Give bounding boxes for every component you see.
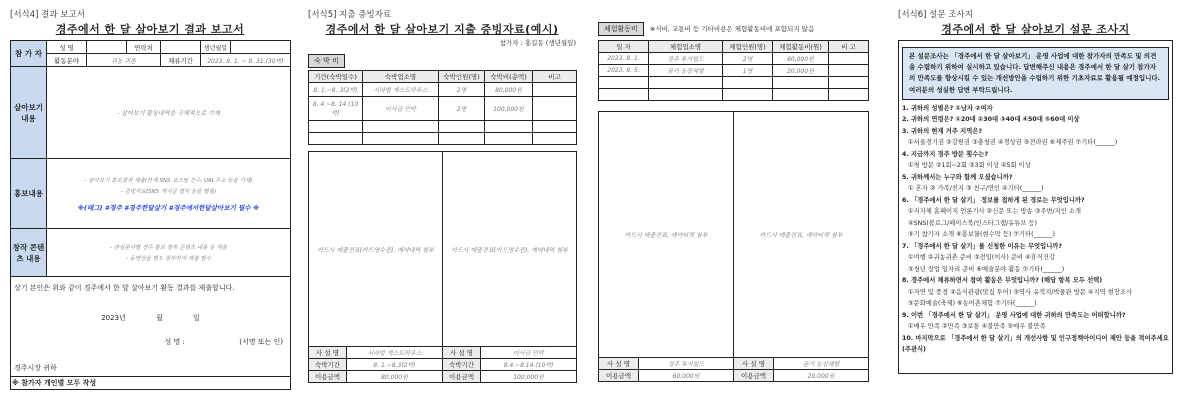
value: 경주 투지월드 (639, 358, 734, 370)
creation-hint-2: - 동영상을 별도 첨부하여 제출 필수 (125, 256, 212, 262)
survey-options[interactable]: ① 혼자 ② 가족/친지 ③ 친구/연인 ④기타(______) (908, 185, 1044, 193)
result-report-form (10, 8, 290, 390)
col-venue: 체험업소명 (649, 41, 723, 53)
stay-value: 2023. 8. 1. ~ 8. 31.(30박) (201, 54, 291, 67)
cell (533, 97, 577, 121)
date-line (14, 313, 287, 323)
survey-question: 2. 귀하의 연령은? ①20대 ②30대 ③40대 ④50대 ⑤60대 이상 (902, 116, 1080, 124)
survey-options[interactable]: ①여행 ②귀농귀촌 준비 ③전입(이사) 준비 ④휴식건강 (908, 254, 1055, 262)
cell: 1명 (723, 65, 773, 77)
label: 사 설 명 (599, 358, 639, 370)
cell: 80,000원 (485, 83, 533, 97)
label: 이용금액 (309, 371, 347, 383)
cell: 8. 4.~8. 14.(10박) (309, 97, 363, 121)
birth-value (231, 41, 291, 54)
col-cost: 체험활동비(원) (773, 41, 829, 53)
survey-options[interactable]: ⑤문화예술(축제) ⑥농어촌체험 ⑦기타(______) (908, 300, 1037, 308)
cell: 꿈기 농장체험 (649, 65, 723, 77)
stay-label: 체류기간 (161, 54, 201, 67)
label: 숙박기간 (309, 359, 347, 371)
name-value (87, 41, 127, 54)
receipt-left: 카드사 매출전표(카드영수증), 예약내역 첨부 (309, 152, 443, 347)
survey-question: 6. 「경주에서 한 달 살기」 정보를 접하게 된 경로는 무엇입니까? (902, 196, 1085, 204)
mayor-line: 경주시장 귀하 (14, 364, 57, 372)
label: 사 설 명 (734, 358, 774, 370)
value: 60,000원 (639, 370, 734, 382)
receipt-right: 카드사 매출전표(카드영수증), 예약내역 첨부 (443, 152, 577, 347)
statement-cell (11, 277, 291, 377)
survey-options[interactable]: ①서울경기권 ②강원권 ③충청권 ④경상권 ⑤전라권 ⑥제주권 ⑦기타(______) (908, 139, 1118, 147)
cell: 2023. 8. 1. (599, 53, 649, 65)
contact-label: 연락처 (127, 41, 161, 54)
creation-label: 창작 콘텐츠 내용 (11, 229, 47, 277)
survey-question: 4. 지금까지 경주 방문 횟수는? (902, 150, 989, 158)
signer-label: 성 명 : (164, 338, 185, 346)
form-header: [서식5] 지출 증빙자료 (308, 10, 392, 20)
survey-options[interactable]: ①매우 만족 ②만족 ③보통 ④불만족 ⑤매우 불만족 (908, 323, 1046, 331)
activity-label: 활동분야 (47, 54, 87, 67)
value: 100,000원 (481, 371, 577, 383)
value: 꿀기 농장체험 (774, 358, 869, 370)
survey-question: 5. 귀하께서는 누구와 함께 오셨습니까? (902, 173, 1013, 181)
survey-question: 8. 경주에서 체류하면서 참여 활동은 무엇입니까? (해당 항목 모두 선택) (902, 277, 1103, 285)
survey-question: 7. 「경주에서 한 달 살기」를 신청한 이유는 무엇입니까? (902, 242, 1063, 250)
value: 8.4.~8.14.(10박) (481, 359, 577, 371)
activity-value: 귀농 귀촌 (87, 54, 161, 67)
expense-proof-form (308, 8, 576, 383)
form-header: [서식6] 설문 조사지 (898, 10, 973, 20)
activity-section-label: 체험활동비 (598, 22, 644, 36)
participant-line: 참가자 : 홍길동 (생년월일) (499, 39, 576, 47)
value: 8. 1.~8.3(2박) (347, 359, 443, 371)
cell (829, 53, 869, 65)
label: 이용금액 (443, 371, 481, 383)
survey-options[interactable]: ⑤기 참가자 소개 ⑥홍보물(현수막 등) ⑦기타(______) (908, 231, 1055, 239)
cell: 경주 투지월드 (649, 53, 723, 65)
col-period: 기간(숙박일수) (309, 71, 363, 83)
survey-intro: 본 설문조사는 「경주에서 한 달 살아보기」 운영 사업에 대한 참가자의 만족도 및 의견을 수렴하기 위하여 실시하고 있습니다. 답변해주신 내용은 경주에서 한 달 살기 참가자의 만족도를 향상시킬 수 있는 개선방안을 수립하기 위한 기초자료로 활용될 예정입니다. 여러분의 성실한 답변 부탁드립니다. (902, 47, 1169, 100)
activity-table (598, 40, 869, 101)
activity-note: ※식비, 교통비 등 기타비용은 체험활동비에 포함되지 않음 (649, 25, 815, 33)
label: 이용금액 (599, 370, 639, 382)
statement-text: 상기 본인은 위와 같이 경주에서 한 달 살아보기 활동 결과를 제출합니다. (14, 284, 235, 292)
promo-hint-1: - 살아보기 홍보결과 제출(한계 SNS 포스팅 건수, URL주소 등을 기재) (84, 177, 253, 184)
survey-options[interactable]: ④SNS(블로그/페이스북/인스타그램/유튜브 등) (908, 219, 1037, 227)
col-note: 비 고 (829, 41, 869, 53)
col-people: 체험인원(명) (723, 41, 773, 53)
lodging-receipts (308, 151, 577, 383)
cell: 8. 1.~8. 3(2박) (309, 83, 363, 97)
promo-tags: ※(태그) #경주 #경주한달살기 #경주에서한달살아보기 필수 ※ (77, 203, 260, 212)
footnote: ※ 참가자 개인별 모두 작성 (11, 377, 291, 390)
contact-value (161, 41, 201, 54)
col-people: 숙박인원(명) (439, 71, 485, 83)
survey-question: 3. 귀하의 현재 거주 지역은? (902, 127, 983, 135)
value: 80,000원 (347, 371, 443, 383)
col-note: 비고 (533, 71, 577, 83)
cell: 100,000원 (485, 97, 533, 121)
survey-form (898, 8, 1173, 374)
cell (829, 65, 869, 77)
signature-line (14, 337, 287, 347)
date-year: 2023년 (101, 314, 126, 322)
survey-options[interactable]: ⑤청년 창업 일자리 준비 ⑥예술분야 활동 ⑦기타(______) (908, 265, 1065, 273)
cell: 서라벌 게스트하우스 (363, 83, 439, 97)
activity-expense-form (598, 22, 868, 382)
cell (533, 83, 577, 97)
report-table (10, 40, 291, 390)
value: 20,000원 (774, 370, 869, 382)
survey-options[interactable]: ①자연 및 풍경 ②음식관광(맛집 투어) ③역사 유적지/박물관 방문 ④지역 현장조사 (908, 288, 1133, 296)
creation-cell (47, 229, 291, 277)
col-cost: 숙박비(총액) (485, 71, 533, 83)
form-title: 경주에서 한 달 살아보기 지출 증빙자료(예시) (325, 23, 559, 36)
birth-label: 생년월일 (201, 41, 231, 54)
cell: 2명 (439, 97, 485, 121)
value: 이사금 민박 (481, 347, 577, 359)
cell: 2명 (723, 53, 773, 65)
receipt-right: 카드사 매출전표, 예약티켓 첨부 (734, 112, 869, 358)
col-lodging: 숙박업소명 (363, 71, 439, 83)
label: 사 설 명 (309, 347, 347, 359)
survey-questions (902, 103, 1169, 356)
lodging-section-label: 숙 박 비 (308, 54, 345, 68)
living-label: 살아보기 내용 (11, 67, 47, 159)
date-day: 일 (193, 314, 200, 322)
cell: 2명 (439, 83, 485, 97)
label: 이용금액 (734, 370, 774, 382)
name-label: 성 명 (47, 41, 87, 54)
cell: 60,000원 (773, 53, 829, 65)
participant-label: 참 가 자 (11, 41, 47, 67)
promo-hint-2: - 증빙자료(SNS 게시글 캡처 등을 별첨) (120, 188, 217, 195)
promo-label: 홍보내용 (11, 159, 47, 229)
survey-options[interactable]: ①지자체 홈페이지 언론기사 ②신문 또는 방송 ③주변/지인 소개 (908, 208, 1081, 216)
receipt-left: 카드사 매출전표, 예약티켓 첨부 (599, 112, 734, 358)
survey-options[interactable]: ①첫 방문 ②1회~2회 ③3회 이상 ④5회 이상 (908, 162, 1031, 170)
survey-question: 9. 이번 「경주에서 한 달 살기」 운영 사업에 대한 귀하의 만족도는 어떠합니까? (902, 311, 1126, 319)
sign-note: (서명 또는 인) (239, 338, 283, 346)
survey-question: 10. 마지막으로 「경주에서 한 달 살기」의 개선사항 및 인구정책아이디어 제안 등을 적어주세요(주관식) (902, 334, 1169, 354)
form-header: [서식4] 결과 보고서 (10, 10, 85, 20)
value: 서라벌 게스트하우스 (347, 347, 443, 359)
activity-header (598, 22, 868, 36)
label: 숙박기간 (443, 359, 481, 371)
living-hint: - 살아보기 활동내역을 구체적으로 기재 (47, 67, 291, 159)
cell: 20,000원 (773, 65, 829, 77)
promo-cell (47, 159, 291, 229)
creation-hint-1: - 관심분야별 경주 홍보 창작 콘텐츠 내용 등 제출 (110, 245, 227, 251)
form-title: 경주에서 한 달 살아보기 설문 조사지 (941, 23, 1130, 36)
form-title: 경주에서 한 달 살아보기 결과 보고서 (55, 23, 245, 36)
label: 사 설 명 (443, 347, 481, 359)
cell: 2023. 8. 5. (599, 65, 649, 77)
activity-receipts (598, 111, 869, 382)
survey-question: 1. 귀하의 성별은? ①남자 ②여자 (902, 104, 993, 112)
date-month: 월 (156, 314, 163, 322)
lodging-table (308, 70, 577, 145)
cell: 이사금 민박 (363, 97, 439, 121)
col-date: 일 자 (599, 41, 649, 53)
